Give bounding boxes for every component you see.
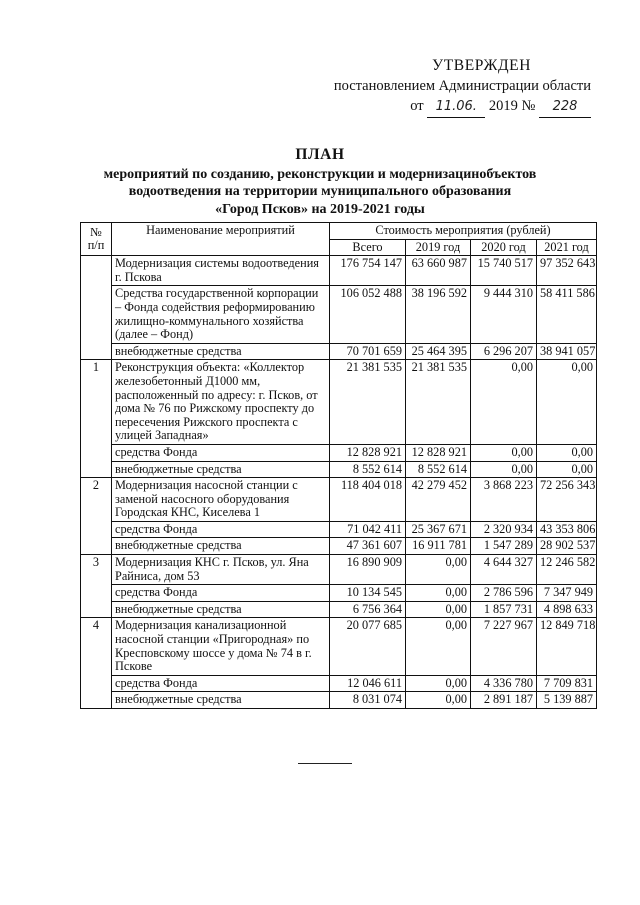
table-row bbox=[81, 461, 597, 478]
row-total: 70 701 659 bbox=[330, 343, 406, 360]
row-total: 106 052 488 bbox=[330, 286, 406, 343]
row-name: Реконструкция объекта: «Коллектор железобетонный Д1000 мм, расположенный по адресу: г. Псков, от дома № 76 по Рижскому проспекту до пересечения Рижского проспекта с улицей Западная» bbox=[112, 360, 330, 445]
row-2019: 25 367 671 bbox=[406, 521, 471, 538]
row-2020: 0,00 bbox=[471, 444, 537, 461]
table-row bbox=[81, 521, 597, 538]
row-total: 47 361 607 bbox=[330, 538, 406, 555]
approval-heading: УТВЕРЖДЕН bbox=[432, 57, 531, 74]
row-2019: 0,00 bbox=[406, 675, 471, 692]
row-2020: 3 868 223 bbox=[471, 478, 537, 522]
row-2021: 12 849 718 bbox=[537, 618, 597, 675]
row-2020: 1 857 731 bbox=[471, 601, 537, 618]
row-name: внебюджетные средства bbox=[112, 343, 330, 360]
row-total: 12 046 611 bbox=[330, 675, 406, 692]
header-2019: 2019 год bbox=[406, 239, 471, 256]
row-name: средства Фонда bbox=[112, 521, 330, 538]
title-plan: ПЛАН bbox=[295, 146, 345, 163]
row-2020: 0,00 bbox=[471, 360, 537, 445]
table-row bbox=[81, 444, 597, 461]
handwritten-number: 228 bbox=[539, 97, 591, 118]
table-row bbox=[81, 286, 597, 343]
row-2021: 12 246 582 bbox=[537, 555, 597, 585]
table-row bbox=[81, 675, 597, 692]
row-name: Модернизация системы водоотведения г. Пскова bbox=[112, 256, 330, 286]
row-2019: 0,00 bbox=[406, 692, 471, 709]
row-total: 71 042 411 bbox=[330, 521, 406, 538]
row-2020: 9 444 310 bbox=[471, 286, 537, 343]
row-2021: 0,00 bbox=[537, 461, 597, 478]
table-row bbox=[81, 585, 597, 602]
row-2019: 42 279 452 bbox=[406, 478, 471, 522]
row-name: средства Фонда bbox=[112, 585, 330, 602]
table-row bbox=[81, 538, 597, 555]
row-2020: 0,00 bbox=[471, 461, 537, 478]
row-2021: 5 139 887 bbox=[537, 692, 597, 709]
row-2019: 12 828 921 bbox=[406, 444, 471, 461]
row-2021: 43 353 806 bbox=[537, 521, 597, 538]
table-row bbox=[81, 256, 597, 286]
table-row bbox=[81, 478, 597, 522]
row-2021: 0,00 bbox=[537, 444, 597, 461]
row-total: 8 552 614 bbox=[330, 461, 406, 478]
header-cost: Стоимость мероприятия (рублей) bbox=[330, 223, 597, 240]
header-2021: 2021 год bbox=[537, 239, 597, 256]
title-line-1: мероприятий по созданию, реконструкции и модернизацинобъектов bbox=[103, 166, 537, 182]
row-2019: 21 381 535 bbox=[406, 360, 471, 445]
table-row bbox=[81, 555, 597, 585]
plan-table bbox=[80, 222, 597, 709]
row-name: внебюджетные средства bbox=[112, 461, 330, 478]
header-name: Наименование мероприятий bbox=[112, 223, 330, 256]
row-2019: 16 911 781 bbox=[406, 538, 471, 555]
row-2021: 72 256 343 bbox=[537, 478, 597, 522]
row-2019: 25 464 395 bbox=[406, 343, 471, 360]
table-row bbox=[81, 618, 597, 675]
year-text: 2019 № bbox=[488, 98, 536, 114]
row-2021: 97 352 643 bbox=[537, 256, 597, 286]
row-2021: 7 347 949 bbox=[537, 585, 597, 602]
row-number: 2 bbox=[81, 478, 112, 555]
title-line-3: «Город Псков» на 2019-2021 годы bbox=[215, 201, 425, 217]
table-row bbox=[81, 601, 597, 618]
row-2019: 0,00 bbox=[406, 585, 471, 602]
header-2020: 2020 год bbox=[471, 239, 537, 256]
table-row bbox=[81, 343, 597, 360]
title-line-2: водоотведения на территории муниципального образования bbox=[128, 184, 512, 199]
row-2019: 38 196 592 bbox=[406, 286, 471, 343]
row-total: 21 381 535 bbox=[330, 360, 406, 445]
approval-block bbox=[311, 56, 591, 118]
row-total: 20 077 685 bbox=[330, 618, 406, 675]
row-total: 8 031 074 bbox=[330, 692, 406, 709]
row-2020: 7 227 967 bbox=[471, 618, 537, 675]
row-2020: 2 786 596 bbox=[471, 585, 537, 602]
header-total: Всего bbox=[330, 239, 406, 256]
row-name: внебюджетные средства bbox=[112, 601, 330, 618]
row-2021: 28 902 537 bbox=[537, 538, 597, 555]
row-name: Модернизация КНС г. Псков, ул. Яна Райниса, дом 53 bbox=[112, 555, 330, 585]
row-total: 6 756 364 bbox=[330, 601, 406, 618]
row-2021: 4 898 633 bbox=[537, 601, 597, 618]
row-name: Модернизация насосной станции с заменой насосного оборудования Городская КНС, Киселева 1 bbox=[112, 478, 330, 522]
row-2019: 0,00 bbox=[406, 555, 471, 585]
row-name: средства Фонда bbox=[112, 675, 330, 692]
row-2020: 15 740 517 bbox=[471, 256, 537, 286]
approval-line: постановлением Администрации области bbox=[333, 78, 591, 94]
table-row bbox=[81, 360, 597, 445]
row-2020: 1 547 289 bbox=[471, 538, 537, 555]
row-2020: 4 336 780 bbox=[471, 675, 537, 692]
row-total: 16 890 909 bbox=[330, 555, 406, 585]
row-2021: 38 941 057 bbox=[537, 343, 597, 360]
date-prefix: от bbox=[410, 98, 424, 114]
row-2020: 6 296 207 bbox=[471, 343, 537, 360]
row-total: 176 754 147 bbox=[330, 256, 406, 286]
row-name: Модернизация канализационной насосной станции «Пригородная» по Кресповскому шоссе у дома № 74 в г. Пскове bbox=[112, 618, 330, 675]
row-total: 10 134 545 bbox=[330, 585, 406, 602]
row-2020: 4 644 327 bbox=[471, 555, 537, 585]
row-2019: 8 552 614 bbox=[406, 461, 471, 478]
row-2020: 2 320 934 bbox=[471, 521, 537, 538]
row-2019: 63 660 987 bbox=[406, 256, 471, 286]
header-number: № п/п bbox=[81, 223, 112, 256]
row-total: 118 404 018 bbox=[330, 478, 406, 522]
row-number: 3 bbox=[81, 555, 112, 618]
table-row bbox=[81, 692, 597, 709]
row-2019: 0,00 bbox=[406, 618, 471, 675]
row-name: Средства государственной корпорации – Фонда содействия реформированию жилищно-коммунального хозяйства (далее – Фонд) bbox=[112, 286, 330, 343]
row-number bbox=[81, 256, 112, 360]
document-title bbox=[60, 146, 580, 218]
row-2020: 2 891 187 bbox=[471, 692, 537, 709]
handwritten-date: 11.06. bbox=[427, 97, 485, 118]
row-name: внебюджетные средства bbox=[112, 692, 330, 709]
row-number: 4 bbox=[81, 618, 112, 709]
row-2021: 58 411 586 bbox=[537, 286, 597, 343]
row-name: средства Фонда bbox=[112, 444, 330, 461]
approval-date-line bbox=[311, 96, 591, 118]
footer-divider bbox=[298, 763, 352, 764]
row-number: 1 bbox=[81, 360, 112, 478]
row-2021: 0,00 bbox=[537, 360, 597, 445]
row-name: внебюджетные средства bbox=[112, 538, 330, 555]
row-2021: 7 709 831 bbox=[537, 675, 597, 692]
row-total: 12 828 921 bbox=[330, 444, 406, 461]
row-2019: 0,00 bbox=[406, 601, 471, 618]
